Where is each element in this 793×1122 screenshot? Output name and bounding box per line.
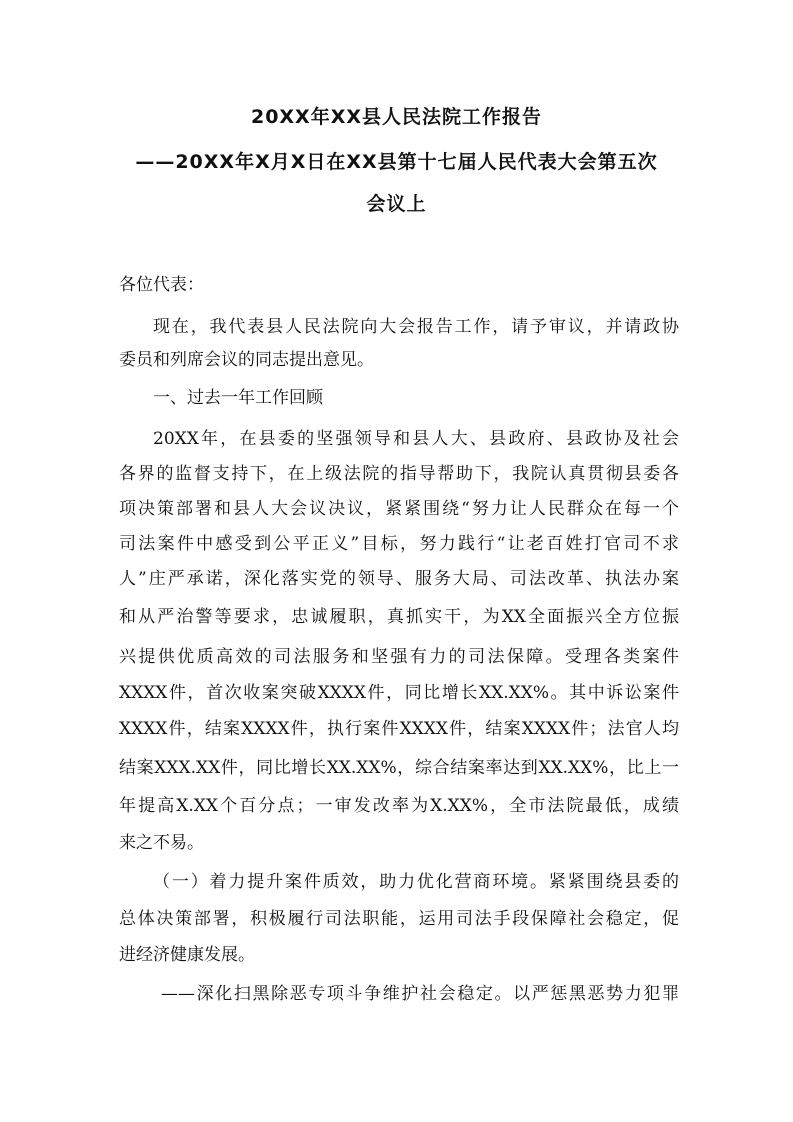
body-line: 委员和列席会议的同志提出意见。 bbox=[119, 350, 374, 370]
body-line: XXXX件，结案XXXX件，执行案件XXXX件，结案XXXX件；法官人均 bbox=[119, 719, 679, 739]
body-line: 总体决策部署，积极履行司法职能，运用司法手段保障社会稳定，促 bbox=[119, 909, 679, 929]
report-subtitle-line-1: ——20XX年X月X日在XX县第十七届人民代表大会第五次 bbox=[135, 151, 658, 173]
salutation: 各位代表： bbox=[119, 275, 204, 295]
subsection-heading: （一）着力提升案件质效，助力优化营商环境。紧紧围绕县委的 bbox=[153, 872, 679, 892]
body-line: XXXX件，首次收案突破XXXX件，同比增长XX.XX%。其中诉讼案件 bbox=[119, 683, 679, 703]
body-line: 结案XXX.XX件，同比增长XX.XX%，综合结案率达到XX.XX%，比上一 bbox=[119, 758, 679, 778]
body-line: 现在，我代表县人民法院向大会报告工作，请予审议，并请政协 bbox=[153, 317, 679, 337]
section-heading: 一、过去一年工作回顾 bbox=[153, 388, 323, 408]
body-line: 来之不易。 bbox=[119, 833, 204, 853]
body-line: 20XX年，在县委的坚强领导和县人大、县政府、县政协及社会 bbox=[153, 429, 679, 449]
body-line: ——深化扫黑除恶专项斗争维护社会稳定。以严惩黑恶势力犯罪 bbox=[161, 984, 679, 1004]
body-line: 进经济健康发展。 bbox=[119, 945, 255, 965]
body-line: 项决策部署和县人大会议决议，紧紧围绕“努力让人民群众在每一个 bbox=[119, 499, 679, 519]
body-line: 和从严治警等要求，忠诚履职，真抓实干，为XX全面振兴全方位振 bbox=[119, 607, 679, 627]
report-subtitle-line-2: 会议上 bbox=[366, 193, 427, 215]
body-line: 兴提供优质高效的司法服务和坚强有力的司法保障。受理各类案件 bbox=[119, 647, 679, 667]
body-line: 司法案件中感受到公平正义”目标，努力践行“让老百姓打官司不求 bbox=[119, 534, 679, 554]
body-line: 年提高X.XX个百分点；一审发改率为X.XX%，全市法院最低，成绩 bbox=[119, 796, 679, 816]
body-line: 各界的监督支持下，在上级法院的指导帮助下，我院认真贯彻县委各 bbox=[119, 464, 679, 484]
body-line: 人”庄严承诺，深化落实党的领导、服务大局、司法改革、执法办案 bbox=[119, 569, 679, 589]
report-title: 20XX年XX县人民法院工作报告 bbox=[250, 106, 543, 128]
